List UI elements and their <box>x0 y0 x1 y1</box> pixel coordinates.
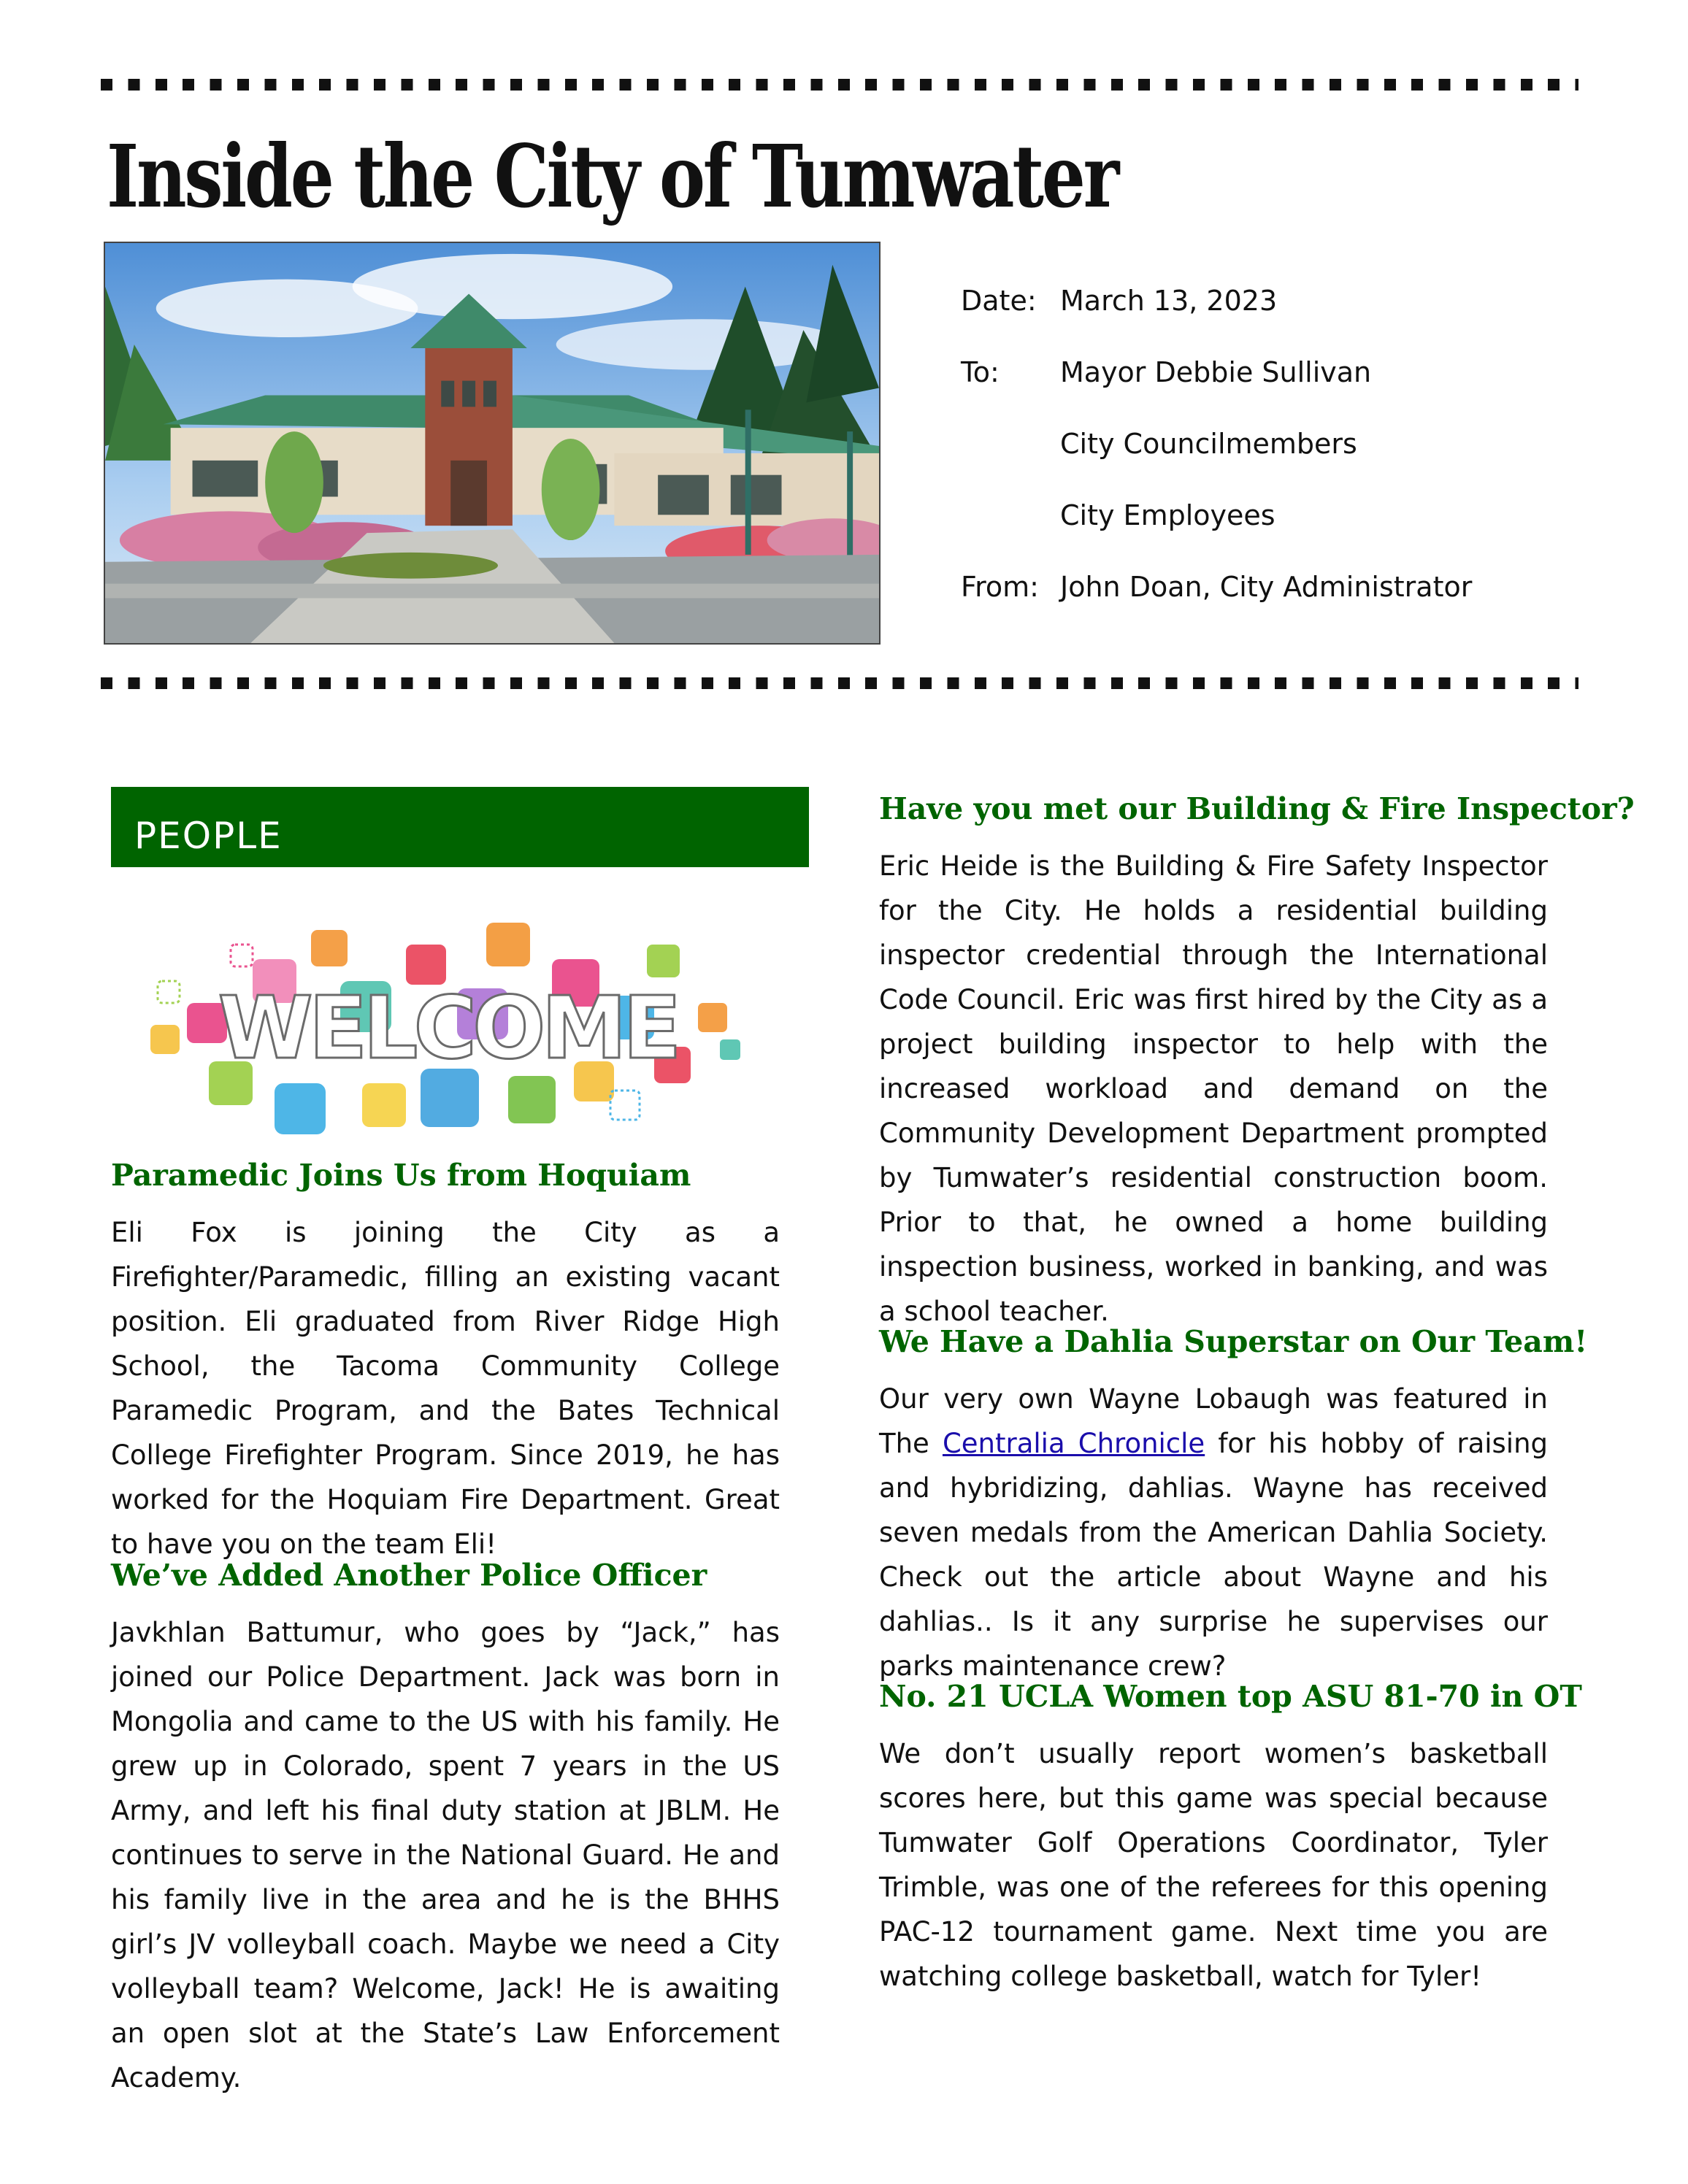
body-text: for his hobby of raising and hybridizing, dahlias. Wayne has received seven medals from the American Dahlia Society. Check out the article about Wayne and his dahlias.. Is it any surprise he supervises our parks maintenance crew? <box>879 1428 1549 1682</box>
memo-block <box>961 285 1560 642</box>
centralia-chronicle-link[interactable]: Centralia Chronicle <box>942 1428 1205 1459</box>
to-recipient: City Councilmembers <box>1060 428 1357 460</box>
section-header-people: PEOPLE <box>111 787 809 867</box>
article-dahlia <box>879 1321 1588 1688</box>
article-heading: Have you met our Building & Fire Inspector? <box>879 791 1635 826</box>
from-value: John Doan, City Administrator <box>1060 571 1473 603</box>
article-body: Eric Heide is the Building & Fire Safety Inspector for the City. He holds a residential building inspector credential through the International Code Council. Eric was first hired by the City as a project building inspector to help with the increased workload and demand on the Community Development Department prompted by Tumwater’s residential construction boom. Prior to that, he owned a home building inspection business, worked in banking, and was a school teacher. <box>879 850 1548 1327</box>
article-body: Eli Fox is joining the City as a Firefighter/Paramedic, filling an existing vacant position. Eli graduated from River Ridge High School, the Tacoma Community College Paramedic Program, and the Bates Technical College Firefighter Program. Since 2019, he has worked for the Hoquiam Fire Department. Great to have you on the team Eli! <box>111 1217 780 1560</box>
bottom-dotted-divider <box>101 677 1578 689</box>
welcome-graphic <box>143 915 752 1145</box>
article-heading: We’ve Added Another Police Officer <box>111 1558 707 1593</box>
article-heading: We Have a Dahlia Superstar on Our Team! <box>879 1324 1588 1359</box>
date-value: March 13, 2023 <box>1060 285 1278 317</box>
memo-to-row <box>961 356 1560 428</box>
article-inspector <box>879 788 1635 1334</box>
top-dotted-divider <box>101 79 1578 91</box>
from-label: From: <box>961 571 1039 603</box>
newsletter-title: Inside the City of Tumwater <box>107 126 1118 227</box>
to-recipient: City Employees <box>1060 499 1275 531</box>
memo-from-row <box>961 571 1560 642</box>
date-label: Date: <box>961 285 1037 317</box>
memo-to-row-2 <box>961 428 1560 499</box>
to-label: To: <box>961 356 1000 388</box>
memo-to-row-3 <box>961 499 1560 571</box>
article-body <box>879 1377 1548 1688</box>
welcome-text: WELCOME <box>218 977 678 1078</box>
article-heading: Paramedic Joins Us from Hoquiam <box>111 1158 691 1193</box>
body-text: Our very own Wayne Lobaugh was featured in The <box>879 1383 1548 1459</box>
article-body: We don’t usually report women’s basketball scores here, but this game was special because Tumwater Golf Operations Coordinator, Tyler Trimble, was one of the referees for this opening PAC-12 tournament game. Next time you are watching college basketball, watch for Tyler! <box>879 1738 1548 1992</box>
to-recipient: Mayor Debbie Sullivan <box>1060 356 1372 388</box>
article-ucla <box>879 1676 1582 1999</box>
city-hall-photo <box>104 242 881 645</box>
memo-date-row <box>961 285 1560 356</box>
article-body: Javkhlan Battumur, who goes by “Jack,” has joined our Police Department. Jack was born in Mongolia and came to the US with his family. He grew up in Colorado, spent 7 years in the US Army, and left his final duty station at JBLM. He continues to serve in the National Guard. He and his family live in the area and he is the BHHS girl’s JV volleyball coach. Maybe we need a City volleyball team? Welcome, Jack! He is awaiting an open slot at the State’s Law Enforcement Academy. <box>111 1617 780 2093</box>
article-police <box>111 1555 780 2100</box>
article-heading: No. 21 UCLA Women top ASU 81-70 in OT <box>879 1679 1582 1714</box>
article-paramedic <box>111 1155 780 1566</box>
